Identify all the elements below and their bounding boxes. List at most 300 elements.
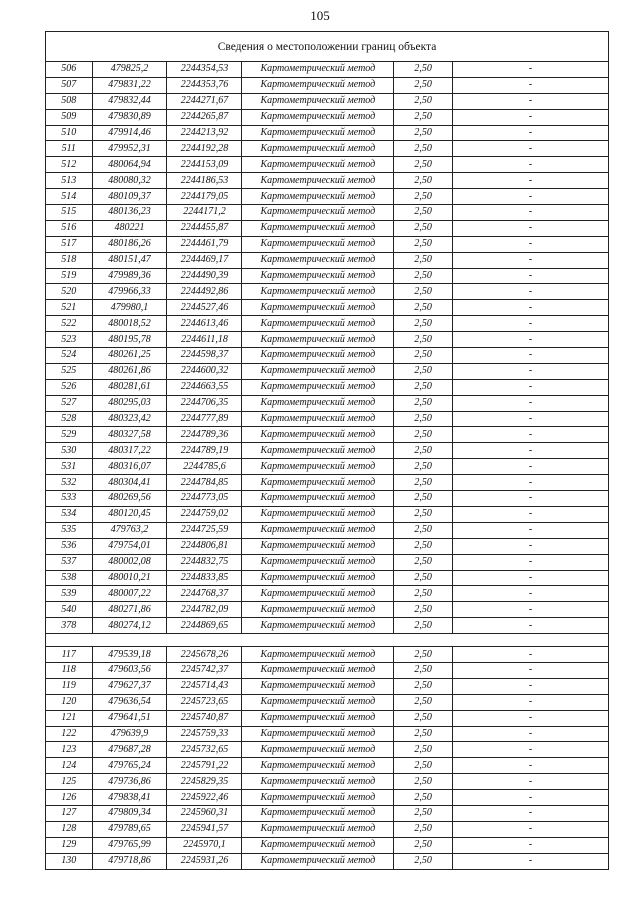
table-title: Сведения о местоположении границ объекта bbox=[46, 32, 609, 62]
precision-cell: 2,50 bbox=[394, 395, 453, 411]
method-cell: Картометрический метод bbox=[242, 252, 394, 268]
extra-cell: - bbox=[453, 837, 609, 853]
method-cell: Картометрический метод bbox=[242, 726, 394, 742]
y-coordinate-cell: 2244833,85 bbox=[167, 570, 242, 586]
method-cell: Картометрический метод bbox=[242, 662, 394, 678]
point-number-cell: 518 bbox=[46, 252, 93, 268]
precision-cell: 2,50 bbox=[394, 570, 453, 586]
point-number-cell: 121 bbox=[46, 710, 93, 726]
precision-cell: 2,50 bbox=[394, 205, 453, 221]
method-cell: Картометрический метод bbox=[242, 805, 394, 821]
precision-cell: 2,50 bbox=[394, 316, 453, 332]
y-coordinate-cell: 2244789,19 bbox=[167, 443, 242, 459]
extra-cell: - bbox=[453, 316, 609, 332]
y-coordinate-cell: 2245740,87 bbox=[167, 710, 242, 726]
method-cell: Картометрический метод bbox=[242, 522, 394, 538]
point-number-cell: 129 bbox=[46, 837, 93, 853]
extra-cell: - bbox=[453, 411, 609, 427]
method-cell: Картометрический метод bbox=[242, 205, 394, 221]
x-coordinate-cell: 480221 bbox=[92, 220, 167, 236]
table-row bbox=[46, 662, 609, 678]
extra-cell: - bbox=[453, 586, 609, 602]
precision-cell: 2,50 bbox=[394, 141, 453, 157]
y-coordinate-cell: 2244789,36 bbox=[167, 427, 242, 443]
x-coordinate-cell: 480281,61 bbox=[92, 379, 167, 395]
y-coordinate-cell: 2244153,09 bbox=[167, 157, 242, 173]
table-row bbox=[46, 538, 609, 554]
extra-cell: - bbox=[453, 189, 609, 205]
x-coordinate-cell: 480195,78 bbox=[92, 332, 167, 348]
table-row bbox=[46, 805, 609, 821]
table-row bbox=[46, 694, 609, 710]
point-number-cell: 378 bbox=[46, 618, 93, 634]
y-coordinate-cell: 2245829,35 bbox=[167, 774, 242, 790]
point-number-cell: 124 bbox=[46, 758, 93, 774]
y-coordinate-cell: 2244806,81 bbox=[167, 538, 242, 554]
point-number-cell: 539 bbox=[46, 586, 93, 602]
method-cell: Картометрический метод bbox=[242, 300, 394, 316]
precision-cell: 2,50 bbox=[394, 411, 453, 427]
point-number-cell: 528 bbox=[46, 411, 93, 427]
x-coordinate-cell: 479838,41 bbox=[92, 790, 167, 806]
x-coordinate-cell: 480080,32 bbox=[92, 173, 167, 189]
y-coordinate-cell: 2244186,53 bbox=[167, 173, 242, 189]
page-number: 105 bbox=[310, 8, 330, 23]
table-row bbox=[46, 252, 609, 268]
x-coordinate-cell: 479966,33 bbox=[92, 284, 167, 300]
point-number-cell: 125 bbox=[46, 774, 93, 790]
table-row bbox=[46, 173, 609, 189]
table-row bbox=[46, 316, 609, 332]
method-cell: Картометрический метод bbox=[242, 602, 394, 618]
table-row bbox=[46, 284, 609, 300]
extra-cell: - bbox=[453, 300, 609, 316]
x-coordinate-cell: 480327,58 bbox=[92, 427, 167, 443]
y-coordinate-cell: 2244725,59 bbox=[167, 522, 242, 538]
point-number-cell: 527 bbox=[46, 395, 93, 411]
y-coordinate-cell: 2244455,87 bbox=[167, 220, 242, 236]
table-row bbox=[46, 300, 609, 316]
precision-cell: 2,50 bbox=[394, 758, 453, 774]
y-coordinate-cell: 2244869,65 bbox=[167, 618, 242, 634]
x-coordinate-cell: 479765,99 bbox=[92, 837, 167, 853]
precision-cell: 2,50 bbox=[394, 726, 453, 742]
point-number-cell: 540 bbox=[46, 602, 93, 618]
table-row bbox=[46, 837, 609, 853]
x-coordinate-cell: 479687,28 bbox=[92, 742, 167, 758]
table-row bbox=[46, 758, 609, 774]
precision-cell: 2,50 bbox=[394, 538, 453, 554]
x-coordinate-cell: 480136,23 bbox=[92, 205, 167, 221]
precision-cell: 2,50 bbox=[394, 284, 453, 300]
table-row bbox=[46, 125, 609, 141]
point-number-cell: 128 bbox=[46, 821, 93, 837]
x-coordinate-cell: 479754,01 bbox=[92, 538, 167, 554]
separator-cell bbox=[46, 634, 609, 647]
table-row bbox=[46, 348, 609, 364]
method-cell: Картометрический метод bbox=[242, 62, 394, 78]
method-cell: Картометрический метод bbox=[242, 459, 394, 475]
precision-cell: 2,50 bbox=[394, 554, 453, 570]
x-coordinate-cell: 480064,94 bbox=[92, 157, 167, 173]
method-cell: Картометрический метод bbox=[242, 758, 394, 774]
point-number-cell: 521 bbox=[46, 300, 93, 316]
point-number-cell: 117 bbox=[46, 647, 93, 663]
extra-cell: - bbox=[453, 678, 609, 694]
x-coordinate-cell: 480274,12 bbox=[92, 618, 167, 634]
point-number-cell: 127 bbox=[46, 805, 93, 821]
extra-cell: - bbox=[453, 109, 609, 125]
extra-cell: - bbox=[453, 220, 609, 236]
precision-cell: 2,50 bbox=[394, 220, 453, 236]
method-cell: Картометрический метод bbox=[242, 220, 394, 236]
x-coordinate-cell: 480271,86 bbox=[92, 602, 167, 618]
table-row bbox=[46, 790, 609, 806]
method-cell: Картометрический метод bbox=[242, 236, 394, 252]
table-row bbox=[46, 570, 609, 586]
extra-cell: - bbox=[453, 742, 609, 758]
table-row bbox=[46, 220, 609, 236]
precision-cell: 2,50 bbox=[394, 268, 453, 284]
method-cell: Картометрический метод bbox=[242, 284, 394, 300]
method-cell: Картометрический метод bbox=[242, 173, 394, 189]
x-coordinate-cell: 480120,45 bbox=[92, 506, 167, 522]
y-coordinate-cell: 2245960,31 bbox=[167, 805, 242, 821]
table-row bbox=[46, 742, 609, 758]
extra-cell: - bbox=[453, 710, 609, 726]
y-coordinate-cell: 2244663,55 bbox=[167, 379, 242, 395]
x-coordinate-cell: 479809,34 bbox=[92, 805, 167, 821]
method-cell: Картометрический метод bbox=[242, 348, 394, 364]
x-coordinate-cell: 479539,18 bbox=[92, 647, 167, 663]
precision-cell: 2,50 bbox=[394, 618, 453, 634]
point-number-cell: 524 bbox=[46, 348, 93, 364]
point-number-cell: 508 bbox=[46, 93, 93, 109]
table-row bbox=[46, 602, 609, 618]
y-coordinate-cell: 2244832,75 bbox=[167, 554, 242, 570]
precision-cell: 2,50 bbox=[394, 678, 453, 694]
method-cell: Картометрический метод bbox=[242, 554, 394, 570]
precision-cell: 2,50 bbox=[394, 109, 453, 125]
point-number-cell: 515 bbox=[46, 205, 93, 221]
extra-cell: - bbox=[453, 77, 609, 93]
precision-cell: 2,50 bbox=[394, 475, 453, 491]
precision-cell: 2,50 bbox=[394, 332, 453, 348]
precision-cell: 2,50 bbox=[394, 506, 453, 522]
y-coordinate-cell: 2244613,46 bbox=[167, 316, 242, 332]
method-cell: Картометрический метод bbox=[242, 475, 394, 491]
x-coordinate-cell: 479603,56 bbox=[92, 662, 167, 678]
x-coordinate-cell: 480018,52 bbox=[92, 316, 167, 332]
method-cell: Картометрический метод bbox=[242, 586, 394, 602]
x-coordinate-cell: 480323,42 bbox=[92, 411, 167, 427]
table-title-row bbox=[46, 32, 609, 62]
method-cell: Картометрический метод bbox=[242, 853, 394, 869]
extra-cell: - bbox=[453, 853, 609, 869]
extra-cell: - bbox=[453, 774, 609, 790]
table-row bbox=[46, 77, 609, 93]
extra-cell: - bbox=[453, 395, 609, 411]
x-coordinate-cell: 480261,86 bbox=[92, 363, 167, 379]
y-coordinate-cell: 2244353,76 bbox=[167, 77, 242, 93]
point-number-cell: 509 bbox=[46, 109, 93, 125]
y-coordinate-cell: 2244179,05 bbox=[167, 189, 242, 205]
y-coordinate-cell: 2244785,6 bbox=[167, 459, 242, 475]
extra-cell: - bbox=[453, 173, 609, 189]
method-cell: Картометрический метод bbox=[242, 379, 394, 395]
table-row bbox=[46, 93, 609, 109]
table-row bbox=[46, 774, 609, 790]
extra-cell: - bbox=[453, 570, 609, 586]
x-coordinate-cell: 479736,86 bbox=[92, 774, 167, 790]
method-cell: Картометрический метод bbox=[242, 538, 394, 554]
extra-cell: - bbox=[453, 554, 609, 570]
point-number-cell: 512 bbox=[46, 157, 93, 173]
y-coordinate-cell: 2244600,32 bbox=[167, 363, 242, 379]
precision-cell: 2,50 bbox=[394, 125, 453, 141]
extra-cell: - bbox=[453, 602, 609, 618]
point-number-cell: 532 bbox=[46, 475, 93, 491]
point-number-cell: 523 bbox=[46, 332, 93, 348]
point-number-cell: 529 bbox=[46, 427, 93, 443]
method-cell: Картометрический метод bbox=[242, 141, 394, 157]
method-cell: Картометрический метод bbox=[242, 618, 394, 634]
point-number-cell: 126 bbox=[46, 790, 93, 806]
y-coordinate-cell: 2244782,09 bbox=[167, 602, 242, 618]
point-number-cell: 531 bbox=[46, 459, 93, 475]
point-number-cell: 520 bbox=[46, 284, 93, 300]
table-row bbox=[46, 647, 609, 663]
x-coordinate-cell: 480316,07 bbox=[92, 459, 167, 475]
table-row bbox=[46, 586, 609, 602]
x-coordinate-cell: 479831,22 bbox=[92, 77, 167, 93]
extra-cell: - bbox=[453, 758, 609, 774]
extra-cell: - bbox=[453, 252, 609, 268]
table-row bbox=[46, 427, 609, 443]
method-cell: Картометрический метод bbox=[242, 443, 394, 459]
y-coordinate-cell: 2245678,26 bbox=[167, 647, 242, 663]
table-row bbox=[46, 853, 609, 869]
x-coordinate-cell: 479765,24 bbox=[92, 758, 167, 774]
x-coordinate-cell: 480186,26 bbox=[92, 236, 167, 252]
precision-cell: 2,50 bbox=[394, 300, 453, 316]
precision-cell: 2,50 bbox=[394, 647, 453, 663]
point-number-cell: 123 bbox=[46, 742, 93, 758]
extra-cell: - bbox=[453, 618, 609, 634]
y-coordinate-cell: 2245759,33 bbox=[167, 726, 242, 742]
precision-cell: 2,50 bbox=[394, 602, 453, 618]
point-number-cell: 534 bbox=[46, 506, 93, 522]
point-number-cell: 536 bbox=[46, 538, 93, 554]
precision-cell: 2,50 bbox=[394, 586, 453, 602]
precision-cell: 2,50 bbox=[394, 348, 453, 364]
table-row bbox=[46, 332, 609, 348]
extra-cell: - bbox=[453, 205, 609, 221]
precision-cell: 2,50 bbox=[394, 77, 453, 93]
y-coordinate-cell: 2244265,87 bbox=[167, 109, 242, 125]
table-row bbox=[46, 157, 609, 173]
table-row bbox=[46, 506, 609, 522]
precision-cell: 2,50 bbox=[394, 790, 453, 806]
precision-cell: 2,50 bbox=[394, 427, 453, 443]
point-number-cell: 130 bbox=[46, 853, 93, 869]
y-coordinate-cell: 2244490,39 bbox=[167, 268, 242, 284]
table-row bbox=[46, 268, 609, 284]
table-row bbox=[46, 141, 609, 157]
table-row bbox=[46, 205, 609, 221]
point-number-cell: 519 bbox=[46, 268, 93, 284]
precision-cell: 2,50 bbox=[394, 853, 453, 869]
method-cell: Картометрический метод bbox=[242, 363, 394, 379]
y-coordinate-cell: 2244759,02 bbox=[167, 506, 242, 522]
point-number-cell: 120 bbox=[46, 694, 93, 710]
precision-cell: 2,50 bbox=[394, 491, 453, 507]
x-coordinate-cell: 480317,22 bbox=[92, 443, 167, 459]
point-number-cell: 513 bbox=[46, 173, 93, 189]
x-coordinate-cell: 479830,89 bbox=[92, 109, 167, 125]
y-coordinate-cell: 2245714,43 bbox=[167, 678, 242, 694]
extra-cell: - bbox=[453, 348, 609, 364]
x-coordinate-cell: 479825,2 bbox=[92, 62, 167, 78]
x-coordinate-cell: 479718,86 bbox=[92, 853, 167, 869]
x-coordinate-cell: 479636,54 bbox=[92, 694, 167, 710]
table-row bbox=[46, 379, 609, 395]
table-row bbox=[46, 475, 609, 491]
x-coordinate-cell: 479763,2 bbox=[92, 522, 167, 538]
x-coordinate-cell: 479789,65 bbox=[92, 821, 167, 837]
extra-cell: - bbox=[453, 363, 609, 379]
method-cell: Картометрический метод bbox=[242, 157, 394, 173]
y-coordinate-cell: 2244784,85 bbox=[167, 475, 242, 491]
x-coordinate-cell: 479980,1 bbox=[92, 300, 167, 316]
y-coordinate-cell: 2244611,18 bbox=[167, 332, 242, 348]
extra-cell: - bbox=[453, 379, 609, 395]
extra-cell: - bbox=[453, 332, 609, 348]
table-row bbox=[46, 109, 609, 125]
y-coordinate-cell: 2245941,57 bbox=[167, 821, 242, 837]
precision-cell: 2,50 bbox=[394, 694, 453, 710]
x-coordinate-cell: 480010,21 bbox=[92, 570, 167, 586]
point-number-cell: 525 bbox=[46, 363, 93, 379]
extra-cell: - bbox=[453, 459, 609, 475]
table-row bbox=[46, 678, 609, 694]
x-coordinate-cell: 480002,08 bbox=[92, 554, 167, 570]
method-cell: Картометрический метод bbox=[242, 790, 394, 806]
point-number-cell: 522 bbox=[46, 316, 93, 332]
extra-cell: - bbox=[453, 821, 609, 837]
extra-cell: - bbox=[453, 284, 609, 300]
extra-cell: - bbox=[453, 268, 609, 284]
method-cell: Картометрический метод bbox=[242, 93, 394, 109]
point-number-cell: 530 bbox=[46, 443, 93, 459]
table-row bbox=[46, 189, 609, 205]
precision-cell: 2,50 bbox=[394, 710, 453, 726]
x-coordinate-cell: 480304,41 bbox=[92, 475, 167, 491]
extra-cell: - bbox=[453, 157, 609, 173]
y-coordinate-cell: 2244271,67 bbox=[167, 93, 242, 109]
method-cell: Картометрический метод bbox=[242, 491, 394, 507]
table-row bbox=[46, 710, 609, 726]
table-row bbox=[46, 62, 609, 78]
precision-cell: 2,50 bbox=[394, 379, 453, 395]
method-cell: Картометрический метод bbox=[242, 268, 394, 284]
precision-cell: 2,50 bbox=[394, 62, 453, 78]
y-coordinate-cell: 2245970,1 bbox=[167, 837, 242, 853]
extra-cell: - bbox=[453, 790, 609, 806]
y-coordinate-cell: 2245723,65 bbox=[167, 694, 242, 710]
precision-cell: 2,50 bbox=[394, 93, 453, 109]
method-cell: Картометрический метод bbox=[242, 821, 394, 837]
point-number-cell: 517 bbox=[46, 236, 93, 252]
precision-cell: 2,50 bbox=[394, 837, 453, 853]
extra-cell: - bbox=[453, 236, 609, 252]
extra-cell: - bbox=[453, 62, 609, 78]
x-coordinate-cell: 479952,31 bbox=[92, 141, 167, 157]
table-row bbox=[46, 411, 609, 427]
x-coordinate-cell: 480151,47 bbox=[92, 252, 167, 268]
extra-cell: - bbox=[453, 475, 609, 491]
precision-cell: 2,50 bbox=[394, 189, 453, 205]
point-number-cell: 122 bbox=[46, 726, 93, 742]
x-coordinate-cell: 479914,46 bbox=[92, 125, 167, 141]
y-coordinate-cell: 2244469,17 bbox=[167, 252, 242, 268]
y-coordinate-cell: 2244354,53 bbox=[167, 62, 242, 78]
point-number-cell: 514 bbox=[46, 189, 93, 205]
precision-cell: 2,50 bbox=[394, 252, 453, 268]
precision-cell: 2,50 bbox=[394, 236, 453, 252]
method-cell: Картометрический метод bbox=[242, 316, 394, 332]
y-coordinate-cell: 2245931,26 bbox=[167, 853, 242, 869]
extra-cell: - bbox=[453, 726, 609, 742]
x-coordinate-cell: 480269,56 bbox=[92, 491, 167, 507]
method-cell: Картометрический метод bbox=[242, 742, 394, 758]
y-coordinate-cell: 2244773,05 bbox=[167, 491, 242, 507]
y-coordinate-cell: 2245922,46 bbox=[167, 790, 242, 806]
y-coordinate-cell: 2244768,37 bbox=[167, 586, 242, 602]
table-row bbox=[46, 522, 609, 538]
precision-cell: 2,50 bbox=[394, 443, 453, 459]
y-coordinate-cell: 2245791,22 bbox=[167, 758, 242, 774]
precision-cell: 2,50 bbox=[394, 459, 453, 475]
table-row bbox=[46, 491, 609, 507]
point-number-cell: 535 bbox=[46, 522, 93, 538]
extra-cell: - bbox=[453, 506, 609, 522]
method-cell: Картометрический метод bbox=[242, 694, 394, 710]
x-coordinate-cell: 479627,37 bbox=[92, 678, 167, 694]
boundary-table bbox=[45, 31, 609, 870]
extra-cell: - bbox=[453, 662, 609, 678]
precision-cell: 2,50 bbox=[394, 821, 453, 837]
y-coordinate-cell: 2244461,79 bbox=[167, 236, 242, 252]
x-coordinate-cell: 479832,44 bbox=[92, 93, 167, 109]
precision-cell: 2,50 bbox=[394, 805, 453, 821]
extra-cell: - bbox=[453, 522, 609, 538]
precision-cell: 2,50 bbox=[394, 522, 453, 538]
x-coordinate-cell: 479989,36 bbox=[92, 268, 167, 284]
table-row bbox=[46, 363, 609, 379]
point-number-cell: 511 bbox=[46, 141, 93, 157]
method-cell: Картометрический метод bbox=[242, 837, 394, 853]
table-row bbox=[46, 821, 609, 837]
point-number-cell: 533 bbox=[46, 491, 93, 507]
table-row bbox=[46, 726, 609, 742]
y-coordinate-cell: 2245732,65 bbox=[167, 742, 242, 758]
extra-cell: - bbox=[453, 694, 609, 710]
point-number-cell: 516 bbox=[46, 220, 93, 236]
extra-cell: - bbox=[453, 538, 609, 554]
extra-cell: - bbox=[453, 443, 609, 459]
precision-cell: 2,50 bbox=[394, 662, 453, 678]
